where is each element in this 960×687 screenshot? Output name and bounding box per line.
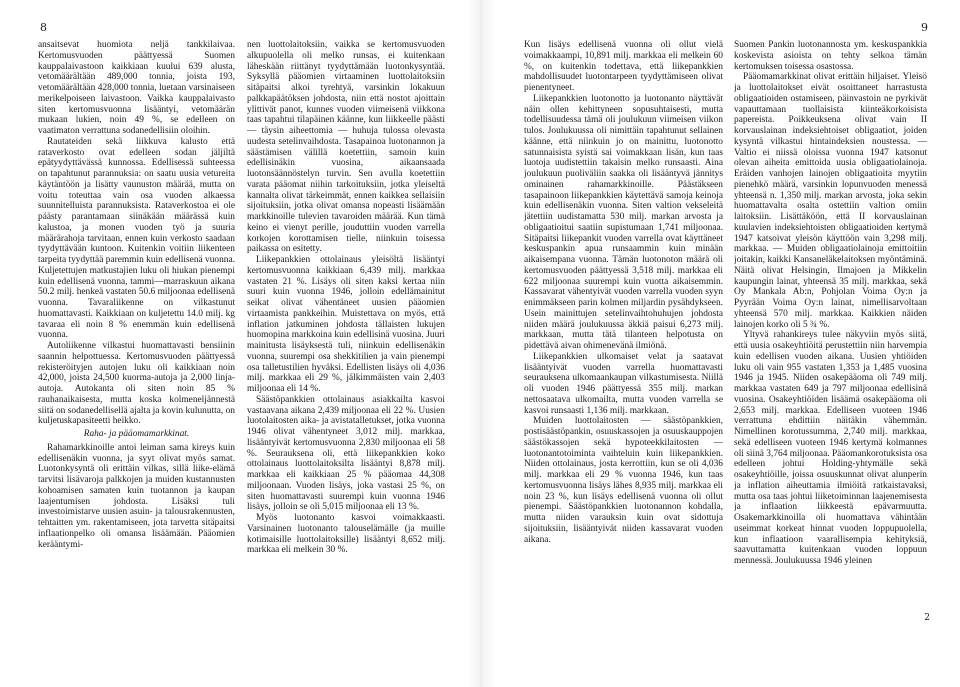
section-heading: Raha- ja pääomamarkkinat. bbox=[83, 429, 190, 439]
page-number-right: 9 bbox=[921, 21, 928, 34]
paragraph: Rahamarkkinoille antoi leiman sama kireys kuin edellisenäkin vuonna, ja syyt olivat myös samat. Luotonkysyntä oli erittäin vilkas, sillä liike-elämä tarvitsi lisävaroja palkkojen ja muiden kustannusten kohoamisen samaten kuin tuotannon ja kaupan laajentumisen johdosta. Lisäksi tuli investoimistarve uusien asuin- ja talousrakennusten, tehtaitten ym. rakentamiseen, jota tarvetta sitäpaitsi inflaationpelko oli omansa lisäämään. Pääomien kerääntymi- bbox=[38, 442, 235, 550]
book-gutter bbox=[468, 0, 494, 687]
corner-mark: 2 bbox=[924, 613, 930, 623]
paragraph: nen luottolaitoksiin, vaikka se kertomusvuoden alkupuolella oli melko runsas, ei kuitenkaan läheskään riittänyt tyydyttämään luotonkysyntää. Syksyllä pääomien virtaaminen luottolaitoksiin sitäpaitsi alkoi tyrehtyä, varsinkin lokakuun palkkapäätöksen johdosta, niin että nostot ajoittain ylittivät panot, kunnes vuoden viimeisenä viikkona taas tapahtui tilapäinen käänne, kun liikkeelle päästi — täysin aiheettomia — huhuja tulossa olevasta uudesta setelinvaihdosta. Tasapainoa luotonannon ja säästämisen välillä koetettiin, samoin kuin edellisinäkin vuosina, aikaansaada luotonsäännöstelyn turvin. Sen avulla koetettiin varata pääomat niihin tarkoituksiin, jotka yleiseltä kannalta olivat tärkeimmät, ennen kaikkea sellaisiin sijoituksiin, jotka olivat omansa nopeasti lisäämään markkinoille tulevien tavaroiden määrää. Kun tämä keino ei vienyt perille, jouduttiin vuoden varrella korkojen korottamisen tielle, niinkuin toisessa paikassa on esitetty. bbox=[247, 40, 445, 255]
paragraph: Muiden luottolaitosten — säästöpankkien, postisäästöpankin, osuuskassojen ja osuuskauppojen säästökassojen sekä hypoteekkilaitosten — luotonantotoiminta vaihteluin kuin liikepankkien. Niiden ottolainaus, josta kerrottiin, kun se oli 4,036 milj. markkaa eli 29 % vuonna 1946, kun taas kertomusvuonna lisäys lähes 8,935 milj. markkaa eli noin 23 %, kun lisäys edellisenä vuonna oli ollut pienempi. Säästöpankkien luotonannon kohdalla, mutta niiden varauksin kuin ovat sidottuja sijoituksiin, lisääntyivät niiden kassavarat vuoden aikana. bbox=[524, 416, 723, 545]
paragraph: Liikepankkien ulkomaiset velat ja saatavat lisääntyivät vuoden varrella huomattavasti seurauksena ulkomaankaupan vilkastumisesta. Niillä oli vuoden 1946 päättyessä 355 milj. markan nettosaatava ulkomailta, mutta vuoden varrella se kasvoi runsaasti 1,136 milj. markkaan. bbox=[524, 351, 723, 416]
text-column-3 bbox=[524, 40, 723, 545]
page-number-left: 8 bbox=[40, 21, 47, 34]
paragraph: Autoliikenne vilkastui huomattavasti bensiinin saannin helpottuessa. Kertomusvuoden päättyessä rekisteröityjen autojen luku oli kaikkiaan noin 42,000, joista 24,500 kuorma-autoja ja 2,000 linja-autoja. Autokanta oli siten noin 85 % rauhanaikaisesta, mutta koska kolmeneljännestä siitä on sodanedellisellä ajalta ja kovin kulunutta, on kuljetuskapasiteetti heikko. bbox=[38, 341, 235, 427]
paragraph: Kun lisäys edellisenä vuonna oli ollut vielä voimakkaampi, 10,891 milj. markkaa eli melkein 60 %, on kuitenkin todettava, että liikepankkien mahdollisuudet luotontarpeen tyydyttämiseen olivat pienentyneet. bbox=[524, 40, 723, 93]
paragraph: ansaitsevat huomiota neljä tankkilaivaa. Kertomusvuoden päättyessä Suomen kauppalaivastoon kaikkiaan kuului 639 alusta, vetomäärältään 489,000 tonnia, joista 193, vetomäärältään 428,000 tonnia, luetaan varsinaiseen merikelpoiseen laivastoon. Vaikka kauppalaivasto siten kertomusvuonna lisääntyi, vetomäärän mukaan lukien, noin 49 %, se edelleen on vaatimaton verrattuna sodanedellisiin oloihin. bbox=[38, 40, 235, 136]
text-column-4 bbox=[734, 40, 927, 567]
text-column-1 bbox=[38, 40, 235, 550]
paragraph: Pääomamarkkinat olivat erittäin hiljaiset. Yleisö ja luottolaitokset eivät osoittaneet harrastusta obligaatioiden ostamiseen, päinvastoin ne pyrkivät vapauttamaan tuollaisista kiinteäkorkoisista papereista. Poikkeuksena olivat vain II korvauslainan indeksiehtoiset obligaatiot, joiden kysyntä vilkastui hintaindeksien noustessa. — Valtio ei niissä oloissa vuonna 1947 katsonut olevan aiheita emittoida uusia obligaatiolainoja. Eräiden vanhojen lainojen obligaatioita myytiin pienehkö määrä, varsinkin lopunvuoden menessä yhteensä n. 1,350 milj. markan arvosta, joka sekin huomattavalta osalta ostettiin valtion omiin laitoksiin. Lisättäköön, että II korvauslainan kuulavien indeksiehtoisten obligaatioiden kertymä 1947 katsoivat yleisön käyttöön vain 3,298 milj. markkaa. — Muiden obligaatiolainoja emittoitiin joitakin, kaikki Kansaneläkelaitoksen myöntäminä. Näitä olivat Helsingin, Ilmajoen ja Mikkelin kaupungin lainat, yhteensä 35 milj. markkaa, sekä Oy Mankala Ab:n, Pohjolan Voima Oy:n ja Pyyrään Voima Oy:n lainat, nimellisarvoltaan yhteensä 570 milj. markkaa. Kaikkien näiden lainojen korko oli 5 ¾ %. bbox=[734, 72, 927, 330]
paragraph: Liikepankkien ottolainaus yleisöltä lisääntyi kertomusvuonna kaikkiaan 6,439 milj. markkaa vastaten 21 %. Lisäys oli siten kaksi kertaa niin suuri kuin vuonna 1946, jolloin edellämainitut seikat olivat vähentäneet uusien pääomien virtaamista pankkeihin. Muistettava on myös, että inflation jatkuminen johdosta tällaisten lukujen huomopina markkoina kuin edellisinä vuosina. Juuri mainitusta lisäyksestä tuli, niinkuin edellisenäkin vuonna, suurempi osa shekkitilien ja vain pienempi osa talletustilien hyväksi. Edellisten lisäys oli 4,036 milj. markkaa eli 29 %, jälkimmäisten vain 2,403 miljoonaa eli 14 %. bbox=[247, 255, 445, 394]
paragraph: Yltyvä rahankireys tulee näkyviin myös siitä, että uusia osakeyhtiöitä perustettiin niin harvempia kuin edellisen vuoden aikana. Uusien yhtiöiden luku oli vain 955 vastaten 1,353 ja 1,485 vuosina 1946 ja 1945. Niiden osakepääoma oli 749 milj. markkaa vastaten 649 ja 797 miljoonaa edellisinä vuosina. Osakeyhtiöiden lisäämä osakepääoma oli 2,653 milj. markkaa. Edelliseen vuoteen 1946 verrattuna ehdittiin näitäkin vähemmän. Nimellinen korotussumma, 2,740 milj. markkaa, sekä edelliseen vuoteen 1946 kertymä kolmannes oli siinä 3,764 miljoonaa. Pääomankorotuksista osa edelleen johtui Holding-yhtymälle sekä osakeyhtiöille, joissa osuuskunnat olivat alunperin ja inflation aiheuttamia ilmiöitä ratkaistavaksi, mutta osa taas johtui liiketoiminnan laajenemisesta ja inflaation liikkeestä epävarmuutta. Osakemarkkinoilla oli huomattava vähintään useimmat korkeat hinnat vuoden loppupuolella, kun inflaatioon vaarallisempia kehityksiä, saavuttamatta kuitenkaan vuoden loppuun mennessä. Joulukuussa 1946 yleinen bbox=[734, 330, 927, 566]
text-column-2 bbox=[247, 40, 445, 556]
paragraph: Suomen Pankin luotonannosta ym. keskuspankkia koskevista asioista on tehty selkoa tämän kertomuksen toisessa osastossa. bbox=[734, 40, 927, 72]
paragraph: Myös luotonanto kasvoi voimakkaasti. Varsinainen luotonanto talouselämälle (ja muille kotimaisille luottolaitoksille) lisääntyi 8,652 milj. markkaa eli melkein 30 %. bbox=[247, 513, 445, 556]
paragraph: Liikepankkien luotonotto ja luotonanto näyttävät näin ollen kehittyneen sopusuhtaisesti, mutta todellisuudessa tämä oli joulukuun viimeisen viikon tulos. Joulukuussa oli nimittäin tapahtunut sellainen käänne, että niinkuin jo on mainittu, luotonotto satunnaisista syistä sai voimakkaan lisän, kun taas luotoja uudistettiin takaisin melko runsaasti. Aina joulukuun puoliväliin saakka oli lisääntyvä jännitys ominainen rahamarkkinoille. Päästäkseen tasapainoon liikepankkien käytettävä samoja keinoja kuin edellisenäkin vuonna. Siten valtion vekseleitä jätettiin uudistamatta 530 milj. markan arvosta ja obligaatioitui saatiin supistumaan 1,741 miljoonaa. Sitäpaitsi liikepankit vuoden varrella ovat käyttäneet keskuspankin apua runsaammin kuin minään aikaisempana vuonna. Tämän luotonoton määrä oli kertomusvuoden päättyessä 3,518 milj. markkaa eli 622 miljoonaa suurempi kuin vuotta aikaisemmin. Kassavarat vähentyivät vuoden varrella vuoden syyn enimmäkseen parin kolmen miljardin pysähdykseen. Usein mainittujen setelinvaihtohuhujen johdosta niiden määrä joulukuussa äkkiä paisui 6,273 milj. markkaan, mutta tätä tilanteen helpotusta on pidettävä aivan ohimenevänä ilmiönä. bbox=[524, 93, 723, 351]
paragraph: Rautateiden sekä liikkuva kalusto että rataverkosto ovat edelleen sodan jäljiltä epätyydyttävässä kunnossa. Edellisessä suhteessa on tapahtunut parannuksia: on saatu uusia vetureita käytäntöön ja lisätty vaunuston määrää, mutta on voitu toteuttaa vain osa vuoden alkaessa suunnitelluista parannuksista. Rataverkostoa ei ole päästy parantamaan siinäkään määrässä kuin kalustoa, ja monen vuoden työ ja suuria määrärahoja tarvitaan, ennen kuin verkosto saadaan tyydyttävään kuntoon. Kuitenkin voitiin liikenteen tarpeita tyydyttää paremmin kuin edellisenä vuonna. Kuljetettujen matkustajien luku oli hiukan pienempi kuin edellisenä vuonna, tammi—marraskuun aikana 50.2 milj. henkeä vastaten 50.6 miljoonaa edellisenä vuonna. Tavaraliikenne on vilkastunut huomattavasti. Kaikkiaan on kuljetettu 14.0 milj. kg tavaraa eli noin 8 % enemmän kuin edellisenä vuonna. bbox=[38, 136, 235, 341]
paragraph: Säästöpankkien ottolainaus asiakkailta kasvoi vastaavana aikana 2,439 miljoonaa eli 22 %. Uusien luotolaitosten aika- ja avistatalletukset, jotka vuonna 1946 olivat vähentyneet 3,012 milj. markkaa, lisääntyivät kertomusvuonna 2,830 miljoonaa eli 58 %. Seurauksena oli, että liikepankkien koko ottolainaus luottolaitoksilta lisääntyi 8,878 milj. markkaa eli kaikkiaan 25 % pääomaa 44,308 miljoonaan. Vuoden lisäys, joka vastasi 25 %, on siten huomattavasti suurempi kuin vuonna 1946 lisäys, jolloin se oli 5,015 miljoonaa eli 13 %. bbox=[247, 394, 445, 513]
